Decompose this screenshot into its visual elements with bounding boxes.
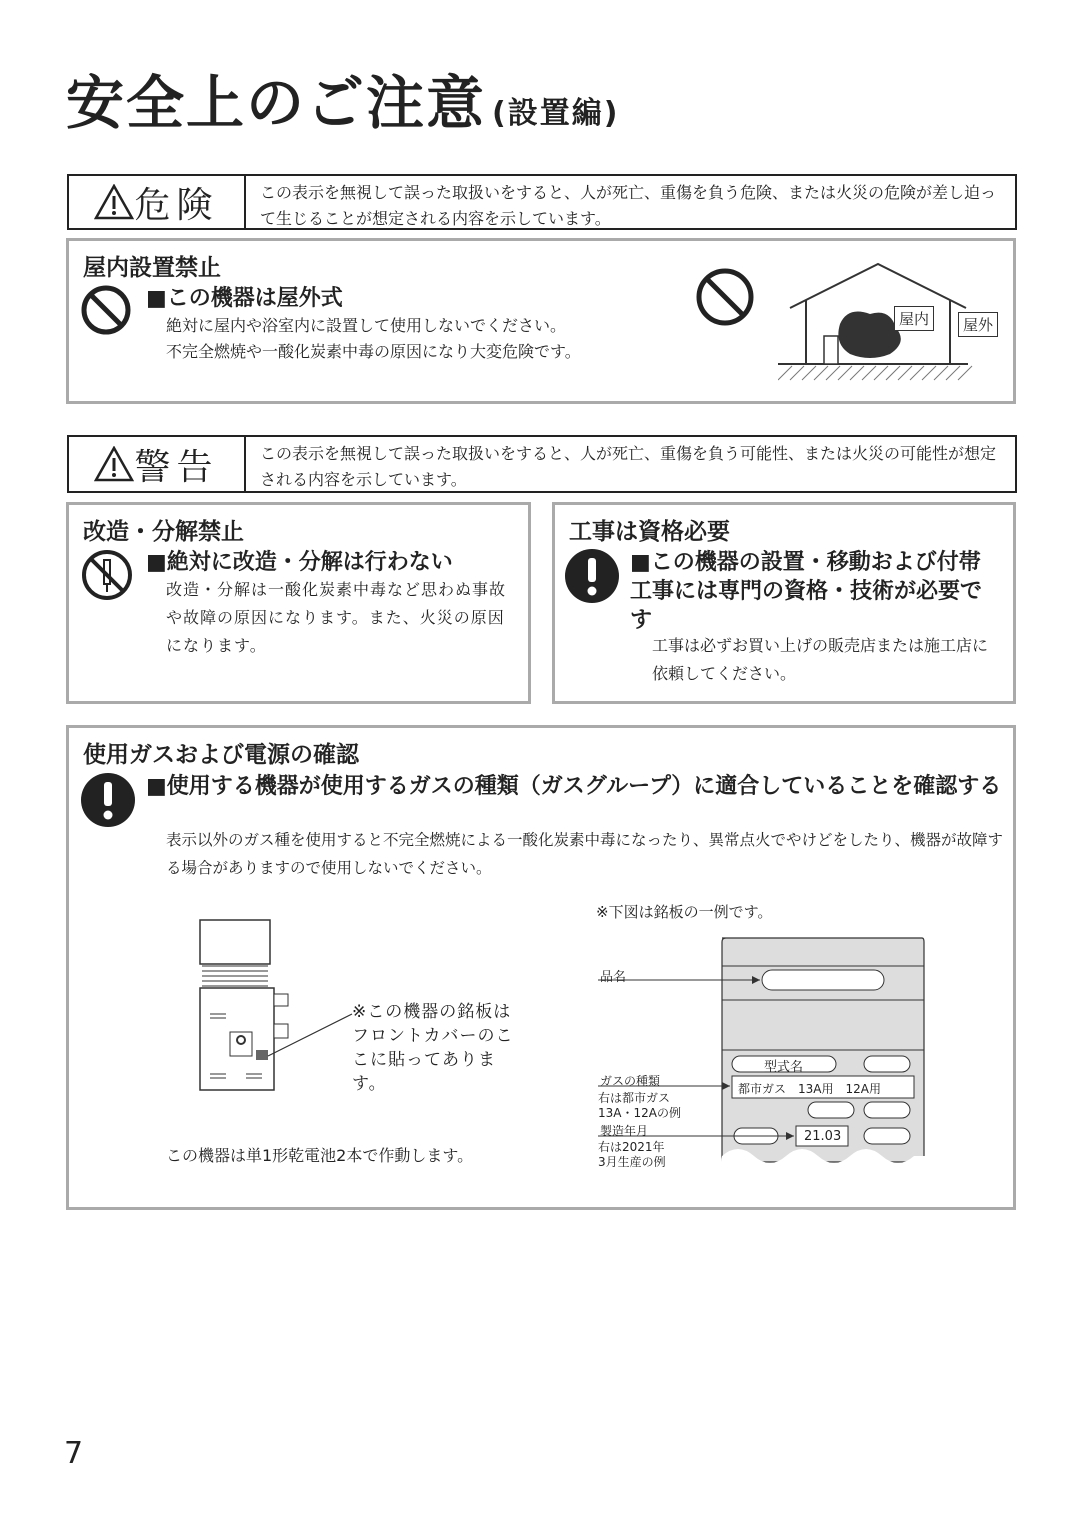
danger-label: 危険 bbox=[69, 176, 246, 228]
mfg-note-2: 3月生産の例 bbox=[598, 1155, 666, 1169]
indoor-body-line1: 絶対に屋内や浴室内に設置して使用しないでください。 bbox=[166, 316, 567, 335]
danger-description: この表示を無視して誤った取扱いをすると、人が死亡、重傷を負う危険、または火災の危険が差し迫って生じることが想定される内容を示しています。 bbox=[260, 183, 997, 228]
qualified-heading: ■この機器の設置・移動および付帯工事には専門の資格・技術が必要です bbox=[630, 550, 983, 633]
prohibition-icon bbox=[80, 284, 132, 336]
gas-type-value: 都市ガス 13A用 12A用 bbox=[738, 1082, 881, 1096]
mfg-note-1: 右は2021年 bbox=[598, 1140, 665, 1154]
warning-description: この表示を無視して誤った取扱いをすると、人が死亡、重傷を負う可能性、または火災の可能性が想定される内容を示しています。 bbox=[260, 444, 997, 489]
danger-banner bbox=[67, 174, 1017, 230]
example-note: ※下図は銘板の一例です。 bbox=[596, 903, 773, 921]
mfg-date-value: 21.03 bbox=[804, 1129, 842, 1144]
plate-location-note: ※この機器の銘板はフロントカバーのここに貼ってあります。 bbox=[352, 1002, 514, 1094]
outdoor-label: 屋外 bbox=[958, 312, 998, 337]
warning-triangle-icon bbox=[94, 184, 134, 220]
gas-heading: ■使用する機器が使用するガスの種類（ガスグループ）に適合していることを確認する bbox=[146, 774, 1002, 799]
indoor-heading: ■この機器は屋外式 bbox=[146, 286, 343, 311]
indoor-body-line2: 不完全燃焼や一酸化炭素中毒の原因になり大変危険です。 bbox=[166, 342, 581, 361]
mandatory-icon bbox=[80, 772, 136, 828]
water-heater-illustration bbox=[196, 914, 296, 1094]
product-name-label: 品名 bbox=[600, 970, 627, 985]
model-name-label: 型式名 bbox=[764, 1060, 804, 1075]
prohibition-icon bbox=[694, 266, 756, 328]
no-disassembly-icon bbox=[80, 548, 134, 602]
indoor-label: 屋内 bbox=[894, 306, 934, 331]
gas-body: 表示以外のガス種を使用すると不完全燃焼による一酸化炭素中毒になったり、異常点火でやけどをしたり、機器が故障する場合がありますので使用しないでください。 bbox=[166, 831, 1004, 877]
page-subtitle: (設置編) bbox=[492, 96, 620, 131]
gas-type-note-1: 右は都市ガス bbox=[598, 1091, 671, 1105]
battery-note: この機器は単1形乾電池2本で作動します。 bbox=[166, 1146, 474, 1165]
page-number: 7 bbox=[64, 1436, 84, 1471]
gas-type-note-2: 13A・12Aの例 bbox=[598, 1106, 681, 1120]
warning-label: 警告 bbox=[69, 437, 246, 491]
leader-line bbox=[266, 1010, 356, 1060]
mfg-date-label: 製造年月 bbox=[600, 1124, 649, 1138]
page-title: 安全上のご注意 (設置編) bbox=[66, 69, 620, 137]
modify-heading: ■絶対に改造・分解は行わない bbox=[146, 550, 453, 575]
gas-title: 使用ガスおよび電源の確認 bbox=[83, 742, 359, 768]
indoor-title: 屋内設置禁止 bbox=[83, 255, 221, 281]
warning-banner bbox=[67, 435, 1017, 493]
qualified-title: 工事は資格必要 bbox=[569, 519, 730, 545]
warning-triangle-icon bbox=[94, 446, 134, 482]
modify-title: 改造・分解禁止 bbox=[83, 519, 244, 545]
modify-body: 改造・分解は一酸化炭素中毒など思わぬ事故や故障の原因になります。また、火災の原因になります。 bbox=[166, 580, 507, 655]
qualified-body: 工事は必ずお買い上げの販売店または施工店に依頼してください。 bbox=[652, 636, 989, 683]
gas-type-label: ガスの種類 bbox=[600, 1074, 661, 1088]
mandatory-icon bbox=[564, 548, 620, 604]
